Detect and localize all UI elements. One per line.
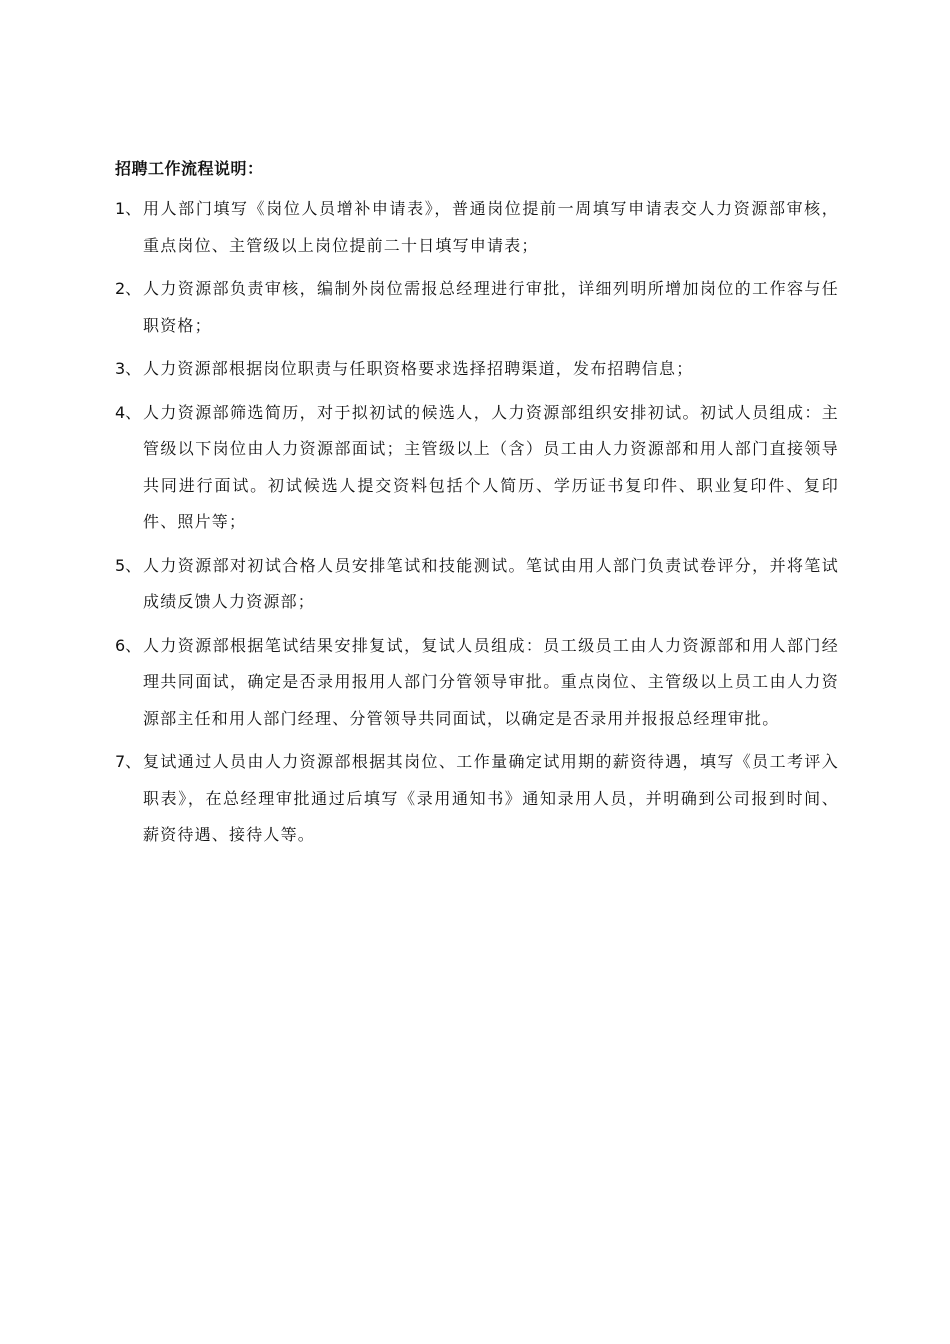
document-title: 招聘工作流程说明：	[115, 159, 264, 178]
step-number: 2、	[115, 279, 142, 298]
step-item-2	[115, 271, 839, 344]
step-item-1	[115, 191, 839, 264]
step-text: 人力资源部根据笔试结果安排复试，复试人员组成：员工级员工由人力资源部和用人部门经理共同面试，确定是否录用报用人部门分管领导审批。重点岗位、主管级以上员工由人力资源部主任和用人部门经理、分管领导共同面试，以确定是否录用并报报总经理审批。	[143, 635, 839, 728]
step-item-6	[115, 628, 839, 738]
step-number: 4、	[115, 402, 142, 422]
step-number: 6、	[115, 635, 142, 655]
step-item-4	[115, 395, 839, 541]
document-body	[115, 157, 839, 861]
step-text: 人力资源部筛选简历，对于拟初试的候选人，人力资源部组织安排初试。初试人员组成：主管级以下岗位由人力资源部面试；主管级以上（含）员工由人力资源部和用人部门直接领导共同进行面试。初试候选人提交资料包括个人简历、学历证书复印件、职业复印件、复印件、照片等；	[143, 402, 839, 531]
process-steps-list	[115, 191, 839, 854]
step-number: 1、	[115, 199, 142, 218]
step-text: 人力资源部负责审核，编制外岗位需报总经理进行审批，详细列明所增加岗位的工作容与任职资格；	[143, 279, 839, 335]
step-number: 5、	[115, 555, 142, 575]
step-number: 3、	[115, 359, 142, 378]
step-text: 用人部门填写《岗位人员增补申请表》，普通岗位提前一周填写申请表交人力资源部审核，重点岗位、主管级以上岗位提前二十日填写申请表；	[143, 199, 839, 255]
step-item-7	[115, 744, 839, 854]
step-text: 人力资源部根据岗位职责与任职资格要求选择招聘渠道，发布招聘信息；	[143, 359, 694, 378]
step-text: 人力资源部对初试合格人员安排笔试和技能测试。笔试由用人部门负责试卷评分，并将笔试成绩反馈人力资源部；	[143, 555, 839, 611]
step-text: 复试通过人员由人力资源部根据其岗位、工作量确定试用期的薪资待遇，填写《员工考评入职表》，在总经理审批通过后填写《录用通知书》通知录用人员，并明确到公司报到时间、薪资待遇、接待人等。	[143, 752, 839, 844]
step-item-3	[115, 351, 839, 388]
step-number: 7、	[115, 752, 142, 771]
step-item-5	[115, 548, 839, 621]
